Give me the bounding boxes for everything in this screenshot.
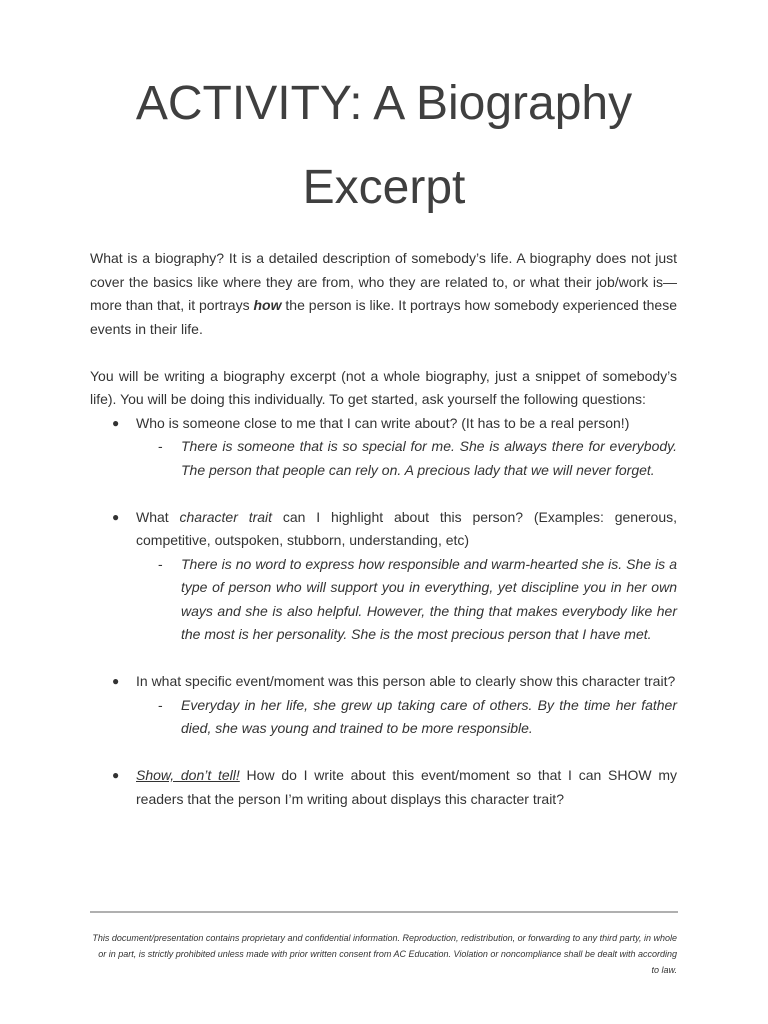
question-text-pre: What xyxy=(136,508,180,525)
answer-text: There is someone that is so special for me. She is always there for everybody. The person that people can rely on. A precious lady that we will never forget. xyxy=(181,438,677,478)
confidentiality-footer: This document/presentation contains proprietary and confidential information. Reproduction, redistribution, or forwarding to any third party, in whole or in part, is strictly prohibited unless made with prior written consent from AC Education. Violation or noncompliance shall be dealt with according to law. xyxy=(92,933,677,975)
bullet-icon: ● xyxy=(112,415,120,430)
answer-text: Everyday in her life, she grew up taking care of others. By the time her father died, she was young and trained to be more responsible. xyxy=(181,696,677,736)
dash-icon: - xyxy=(158,696,163,713)
title-line-1: ACTIVITY: A Biography xyxy=(135,77,633,130)
question-item xyxy=(90,506,677,647)
question-text-underlined: Show, don’t tell! xyxy=(136,767,240,783)
question-text: Who is someone close to me that I can write about? (It has to be a real person!) xyxy=(136,414,630,431)
question-list xyxy=(90,412,677,812)
title-line-2: Excerpt xyxy=(302,161,466,214)
document-body xyxy=(90,247,677,811)
bullet-icon: ● xyxy=(112,674,120,688)
instructions-paragraph: You will be writing a biography excerpt (not a whole biography, just a snippet of somebody’s life). You will be doing this individually. To get started, ask yourself the following questions: xyxy=(90,367,677,407)
dash-icon: - xyxy=(158,555,163,572)
dash-icon: - xyxy=(158,438,163,454)
bullet-icon: ● xyxy=(112,509,120,524)
question-text-post: How do I write about this event/moment so that I can SHOW my readers that the person I’m writing about displays this character trait? xyxy=(136,767,678,807)
question-item xyxy=(90,412,677,483)
page-title xyxy=(60,62,708,230)
answer-item xyxy=(136,553,677,647)
intro-text-1: What is a biography? It is a detailed description of somebody’s life. A biography does not just cover the basics like where they are from, who they are related to, or what their job/work is—more than that, it portrays xyxy=(90,250,677,313)
intro-emphasis: how xyxy=(253,297,282,313)
intro-text-2: the person is like. It portrays how somebody experienced these events in their life. xyxy=(90,297,677,337)
answer-item xyxy=(136,694,677,741)
question-text-italic: character trait xyxy=(179,508,273,525)
question-text-post: can I highlight about this person? (Examples: generous, competitive, outspoken, stubborn, understanding, etc) xyxy=(136,508,677,548)
footer-divider xyxy=(90,911,678,913)
intro-paragraph xyxy=(90,247,677,341)
question-item xyxy=(90,764,677,811)
answer-item xyxy=(136,435,677,482)
question-text: In what specific event/moment was this person able to clearly show this character trait? xyxy=(136,673,676,689)
bullet-icon: ● xyxy=(112,768,120,782)
answer-text: There is no word to express how responsible and warm-hearted she is. She is a type of person who will support you in everything, yet discipline you in her own ways and she is also helpful. However, the thing that makes everybody like her the most is her personality. She is the most precious person that I have met. xyxy=(181,555,677,642)
question-item xyxy=(90,670,677,741)
